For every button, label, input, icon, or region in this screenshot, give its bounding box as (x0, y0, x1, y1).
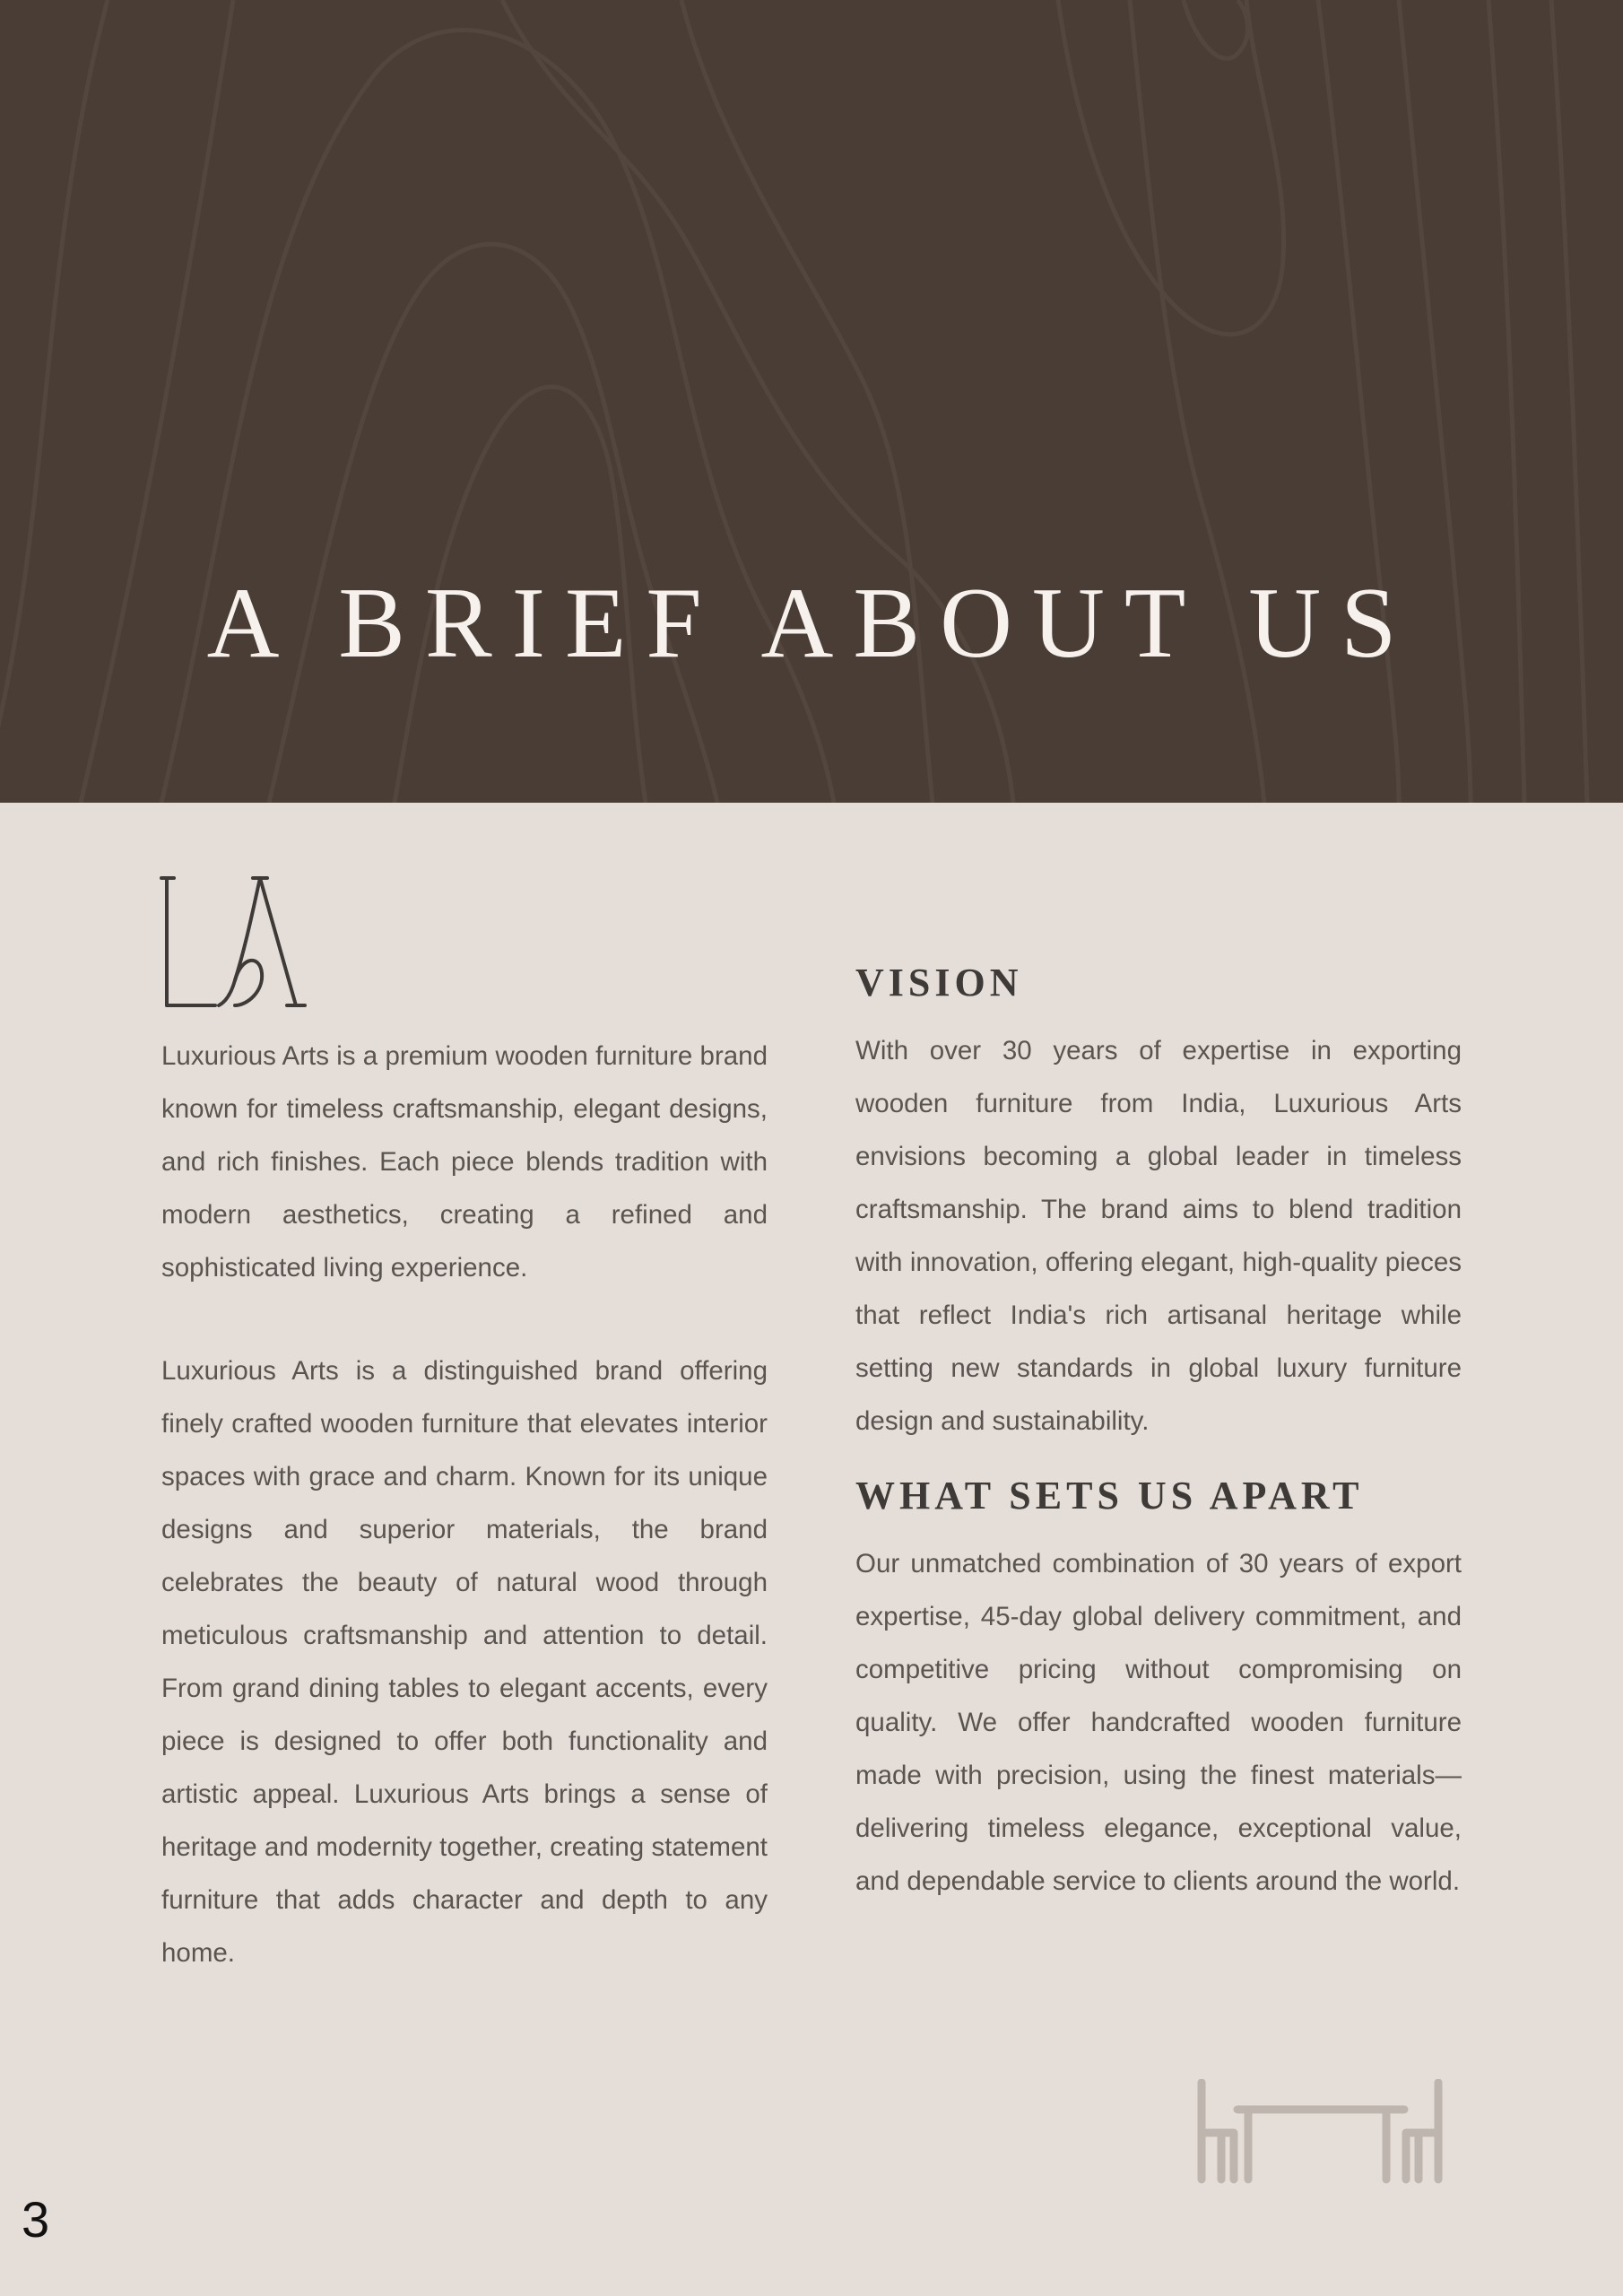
la-monogram-icon (160, 874, 312, 1009)
page-title: A BRIEF ABOUT US (206, 568, 1417, 679)
apart-paragraph: Our unmatched combination of 30 years of export expertise, 45-day global delivery commitment, and competitive pricing without compromising on quality. We offer handcrafted wooden furniture made with precision, using the finest materials—delivering timeless elegance, exceptional value, and dependable service to clients around the world. (855, 1549, 1462, 1896)
table-and-chairs-icon (1194, 2079, 1445, 2191)
about-paragraph-1: Luxurious Arts is a premium wooden furniture brand known for timeless craftsmanship, elegant designs, and rich finishes. Each piece blends tradition with modern aesthetics, creating a refined and sophisticated living experience. (161, 1041, 768, 1283)
vision-column (855, 942, 1462, 1908)
brand-logo (160, 874, 312, 1013)
about-paragraph-2: Luxurious Arts is a distinguished brand offering finely crafted wooden furniture that elevates interior spaces with grace and charm. Known for its unique designs and superior materials, the brand celebrates the beauty of natural wood through meticulous craftsmanship and attention to detail. From grand dining tables to elegant accents, every piece is designed to offer both functionality and artistic appeal. Luxurious Arts brings a sense of heritage and modernity together, creating statement furniture that adds character and depth to any home. (161, 1356, 768, 1968)
apart-heading: WHAT SETS US APART (855, 1474, 1364, 1518)
about-column (161, 1030, 768, 1979)
wood-grain-texture (0, 0, 1623, 803)
vision-heading: VISION (855, 961, 1023, 1004)
vision-paragraph: With over 30 years of expertise in exporting wooden furniture from India, Luxurious Arts envisions becoming a global leader in timeless craftsmanship. The brand aims to blend tradition with innovation, offering elegant, high-quality pieces that reflect India's rich artisanal heritage while setting new standards in global luxury furniture design and sustainability. (855, 1036, 1462, 1436)
hero-banner (0, 0, 1623, 803)
page-number: 3 (22, 2191, 50, 2248)
